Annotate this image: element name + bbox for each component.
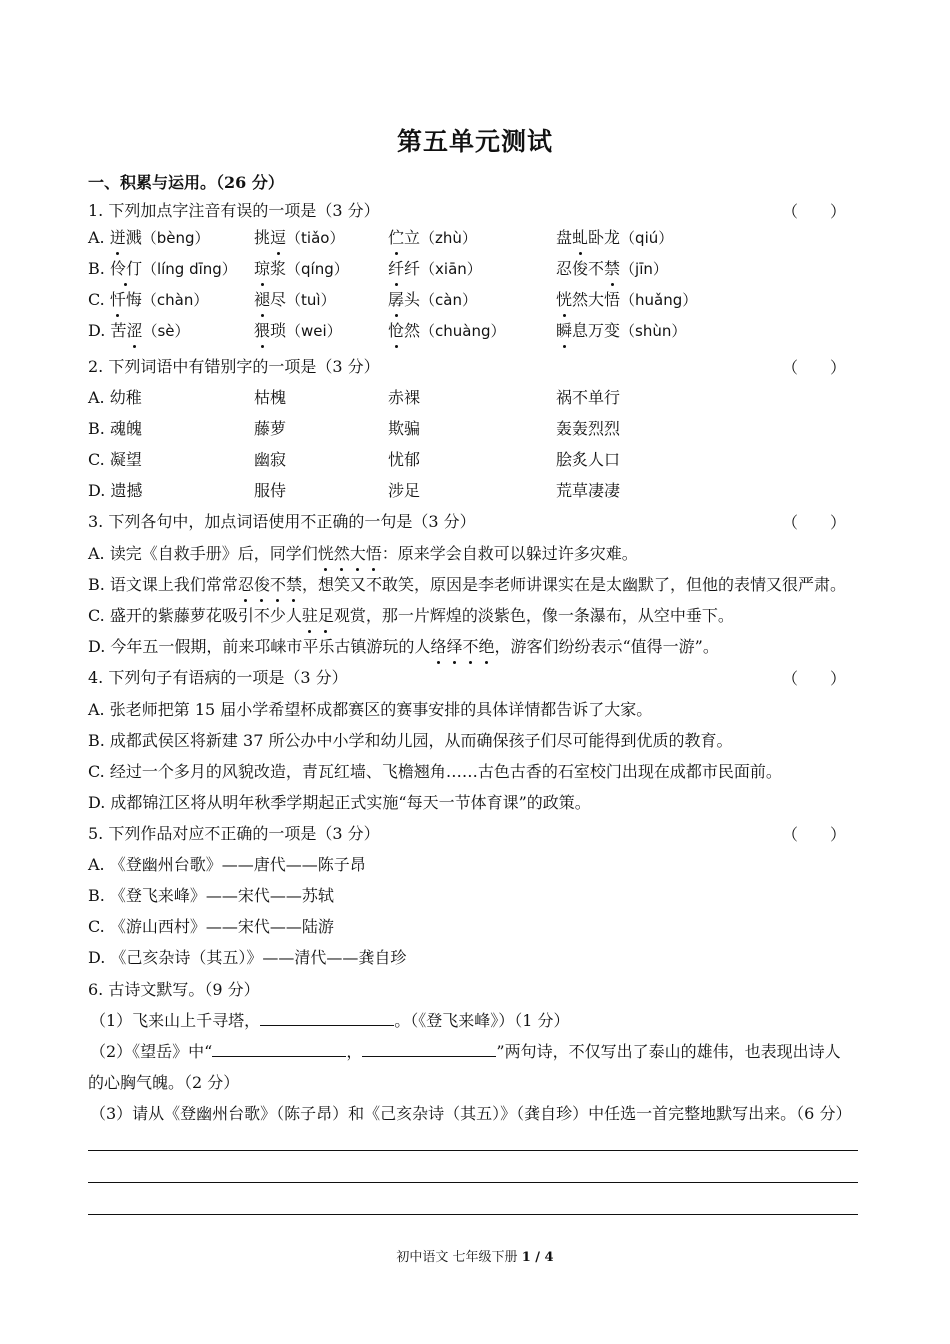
q2-option-word (388, 448, 420, 472)
pinyin: （shùn） (620, 322, 687, 340)
q6-part3: （3）请从《登幽州台歌》（陈子昂）和《己亥杂诗（其五）》（龚自珍）中任选一首完整地默写出来。（6 分） (90, 1104, 852, 1123)
word: 欺骗 (388, 419, 421, 438)
dotted-char: 涩 (126, 319, 142, 343)
q1-option-item (88, 226, 210, 250)
q2-option-word (254, 448, 286, 472)
option-label: B. (88, 419, 105, 438)
dotted-char: 虬 (572, 226, 588, 250)
sentence-part: ，游客们纷纷表示“值得一游”。 (494, 637, 719, 656)
sentence-part: B. 语文课上我们常常 (88, 575, 238, 594)
pinyin: （bèng） (141, 229, 210, 247)
dotted-char: 伫 (388, 226, 404, 250)
pinyin: （chuàng） (420, 322, 506, 340)
q1-option-item (556, 319, 686, 343)
q1-option-item (388, 257, 482, 281)
word-part: 溅 (125, 228, 142, 247)
q1-option-item (388, 319, 506, 343)
dotted-char: 褪 (254, 288, 270, 312)
q1-option-item (254, 319, 342, 343)
q1-option-item (388, 288, 477, 312)
word-part: 立 (404, 228, 421, 247)
q2-option-word (88, 417, 142, 441)
pinyin: （qíng） (286, 260, 349, 278)
sentence-part: 观赏，那一片辉煌的淡紫色，像一条瀑布，从空中垂下。 (333, 606, 734, 625)
q4-option-a: A. 张老师把第 15 届小学希望杯成都赛区的赛事安排的具体详情都告诉了大家。 (88, 700, 653, 719)
dotted-char: 迸 (110, 226, 126, 250)
q2-option-word (556, 417, 620, 441)
pinyin: （tuì） (286, 291, 336, 309)
q3-option (88, 604, 734, 628)
q2-answer-paren: （ ） (781, 358, 846, 377)
dotted-char: 不 (462, 635, 478, 659)
q1-option-item (88, 257, 237, 281)
dotted-char: 恍 (318, 542, 334, 566)
word-part: 息万变 (572, 321, 621, 340)
q2-option-word (556, 448, 620, 472)
word: 忧郁 (388, 450, 421, 469)
dotted-char: 驻 (302, 604, 318, 628)
option-label: D. (88, 481, 106, 500)
q6-part1-blank[interactable] (260, 1009, 394, 1026)
pinyin: （zhù） (420, 229, 477, 247)
q2-option-word (556, 479, 620, 503)
word-part: 然 (404, 321, 421, 340)
pinyin: （tiǎo） (286, 229, 345, 247)
q2-option-word (88, 448, 142, 472)
dotted-char: 悟 (366, 542, 382, 566)
dotted-char: 足 (318, 604, 334, 628)
pinyin: （chàn） (141, 291, 209, 309)
q5-stem: 5. 下列作品对应不正确的一项是（3 分） (88, 824, 380, 843)
word: 藤萝 (254, 419, 287, 438)
q5-answer-paren: （ ） (781, 825, 846, 844)
pinyin: （xiān） (420, 260, 482, 278)
footer-label: 初中语文 七年级下册 (396, 1250, 522, 1265)
q2-option-word (388, 479, 420, 503)
q5-option-b: B. 《登飞来峰》——宋代——苏轼 (88, 886, 334, 905)
q1-option-item (556, 288, 697, 312)
q5-option-c: C. 《游山西村》——宋代——陆游 (88, 917, 334, 936)
q2-option-word (254, 479, 286, 503)
word-part: 盘 (556, 228, 573, 247)
word-part: 然大悟 (572, 290, 621, 309)
dotted-char: 伶仃 (110, 257, 142, 281)
dotted-char: 忏 (110, 288, 126, 312)
dotted-char: 琼 (254, 257, 270, 281)
option-label: A. (88, 228, 105, 247)
dotted-char: 孱 (388, 288, 404, 312)
q4-option-b: B. 成都武侯区将新建 37 所公办中小学和幼儿园，从而确保孩子们尽可能得到优质的教育。 (88, 731, 733, 750)
option-label: D. (88, 321, 106, 340)
pinyin: （sè） (142, 322, 190, 340)
sentence-part: D. 今年五一假期，前来邛崃市平乐古镇游玩的人 (88, 637, 431, 656)
dotted-char: 不 (270, 573, 286, 597)
q1-option-item (254, 257, 349, 281)
q5-option-a: A. 《登幽州台歌》——唐代——陈子昂 (88, 855, 366, 874)
word-part: 忍俊不 (556, 259, 605, 278)
q2-option-word (254, 417, 286, 441)
q4-answer-paren: （ ） (781, 669, 846, 688)
sentence-part: ：原来学会自救可以躲过许多灾难。 (381, 544, 638, 563)
q2-option-word (254, 386, 286, 410)
q3-option (88, 573, 846, 597)
q3-option (88, 542, 638, 566)
q6-part2-end: 的心胸气魄。（2 分） (88, 1073, 240, 1092)
word: 服侍 (254, 481, 287, 500)
q3-stem: 3. 下列各句中，加点词语使用不正确的一句是（3 分） (88, 512, 476, 531)
q1-option-item (388, 226, 477, 250)
section-heading: 一、积累与运用。（26 分） (88, 173, 284, 192)
q2-option-word (388, 386, 420, 410)
word: 枯槐 (254, 388, 287, 407)
q1-answer-paren: （ ） (781, 202, 846, 221)
pinyin: （qiú） (620, 229, 674, 247)
pinyin: （wei） (286, 322, 342, 340)
dotted-phrase (302, 606, 334, 625)
option-label: C. (88, 290, 105, 309)
word-part: 卧龙 (588, 228, 621, 247)
dotted-char: 猥 (254, 319, 270, 343)
q4-option-d: D. 成都锦江区将从明年秋季学期起正式实施“每天一节体育课”的政策。 (88, 793, 591, 812)
word: 幽寂 (254, 450, 287, 469)
word: 魂魄 (109, 419, 142, 438)
word-part: 琐 (270, 321, 287, 340)
q2-option-word (556, 386, 620, 410)
q6-part2-text: （2）《望岳》中“ (90, 1042, 213, 1061)
pinyin: （jīn） (620, 260, 668, 278)
dotted-char: 禁 (286, 573, 302, 597)
q1-option-item (556, 226, 673, 250)
dotted-char: 络 (430, 635, 446, 659)
q3-answer-paren: （ ） (781, 513, 846, 532)
pinyin: （càn） (420, 291, 477, 309)
word-part: 悔 (125, 290, 142, 309)
answer-line-2[interactable] (88, 1182, 858, 1183)
dotted-char: 逗 (270, 226, 286, 250)
dotted-char: 恍 (556, 288, 572, 312)
q6-stem: 6. 古诗文默写。（9 分） (88, 980, 260, 999)
dotted-char: 纤 (388, 257, 404, 281)
q6-part2-blank-2[interactable] (362, 1040, 496, 1057)
word: 遗撼 (110, 481, 143, 500)
word: 荒草凄凄 (556, 481, 621, 500)
q6-part1-text: （1）飞来山上千寻塔， (90, 1011, 261, 1030)
q6-part2 (90, 1040, 841, 1064)
option-label: C. (88, 450, 105, 469)
q4-option-c: C. 经过一个多月的风貌改造，青瓦红墙、飞檐翘角……古色古香的石室校门出现在成都市民面前。 (88, 762, 782, 781)
page-number: 1 / 4 (521, 1250, 554, 1265)
word: 轰轰烈烈 (556, 419, 621, 438)
q5-option-d: D. 《己亥杂诗（其五）》——清代——龚自珍 (88, 948, 407, 967)
sentence-part: A. 读完《自救手册》后，同学们 (88, 544, 318, 563)
q1-stem: 1. 下列加点字注音有误的一项是（3 分） (88, 201, 380, 220)
q4-stem: 4. 下列句子有语病的一项是（3 分） (88, 668, 348, 687)
q1-option-item (88, 288, 208, 312)
word-part: 纤 (404, 259, 421, 278)
word-part: 浆 (270, 259, 287, 278)
q1-option-item (88, 319, 190, 343)
answer-line-3[interactable] (88, 1214, 858, 1215)
dotted-char: 绝 (478, 635, 494, 659)
answer-line-1[interactable] (88, 1150, 858, 1151)
q1-option-item (254, 226, 344, 250)
dotted-char: 瞬 (556, 319, 572, 343)
q1-option-item (556, 257, 668, 281)
q2-option-word (88, 386, 142, 410)
page-footer (0, 1246, 950, 1265)
word: 幼稚 (109, 388, 142, 407)
word: 赤裸 (388, 388, 421, 407)
q2-option-word (88, 479, 142, 503)
dotted-phrase (430, 637, 494, 656)
option-label: A. (88, 388, 105, 407)
word: 祸不单行 (556, 388, 621, 407)
q6-part1 (90, 1009, 569, 1033)
word-part: 苦 (110, 321, 127, 340)
q6-part2-text-cont: ”两句诗，不仅写出了泰山的雄伟，也表现出诗人 (496, 1042, 841, 1061)
option-label: B. (88, 259, 105, 278)
dotted-char: 绎 (446, 635, 462, 659)
q6-part2-comma: ， (346, 1042, 363, 1061)
q3-option (88, 635, 719, 659)
word: 凝望 (109, 450, 142, 469)
q6-part1-source: 。（《登飞来峰》）（1 分） (394, 1011, 570, 1030)
q2-stem: 2. 下列词语中有错别字的一项是（3 分） (88, 357, 380, 376)
word: 脍炙人口 (556, 450, 621, 469)
dotted-char: 大 (350, 542, 366, 566)
dotted-phrase (238, 575, 302, 594)
q1-option-item (254, 288, 336, 312)
dotted-char: 怆 (388, 319, 404, 343)
dotted-char: 禁 (604, 257, 620, 281)
dotted-char: 然 (334, 542, 350, 566)
word-part: 挑 (254, 228, 271, 247)
dotted-char: 俊 (254, 573, 270, 597)
dotted-char: 忍 (238, 573, 254, 597)
sentence-part: ，想笑又不敢笑，原因是李老师讲课实在是太幽默了，但他的表情又很严肃。 (302, 575, 847, 594)
q2-option-word (388, 417, 420, 441)
word: 涉足 (388, 481, 421, 500)
pinyin: （líng dīng） (141, 260, 237, 278)
dotted-phrase (318, 544, 382, 563)
q6-part2-blank-1[interactable] (212, 1040, 346, 1057)
page-title: 第五单元测试 (396, 127, 553, 156)
pinyin: （huǎng） (620, 291, 698, 309)
sentence-part: C. 盛开的紫藤萝花吸引不少人 (88, 606, 302, 625)
word-part: 头 (404, 290, 421, 309)
word-part: 尽 (270, 290, 287, 309)
